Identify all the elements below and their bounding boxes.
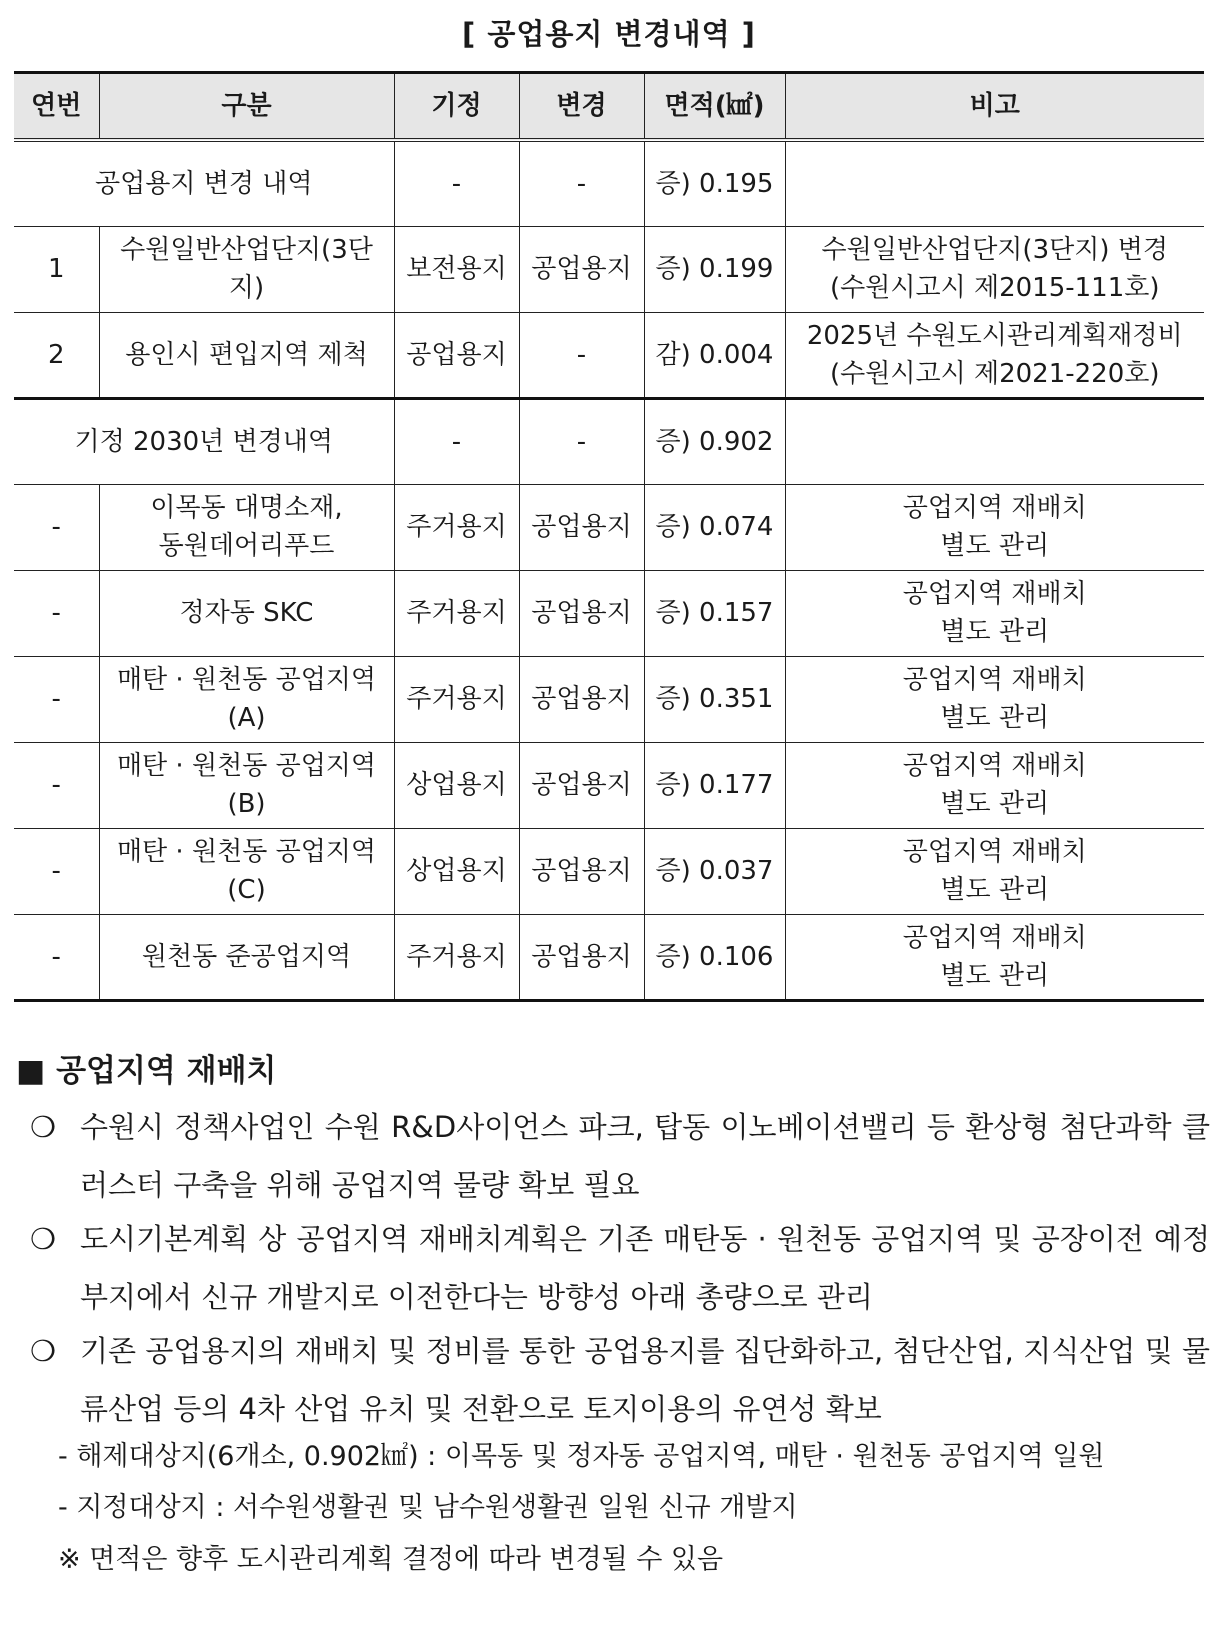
note-line: 공업지역 재배치 [902,922,1087,953]
row-area: 증) 0.037 [644,828,785,914]
row-category: 원천동 준공업지역 [99,914,394,1000]
note-line: 별도 관리 [940,703,1050,733]
row-changed: 공업용지 [519,742,644,828]
row-changed: 공업용지 [519,484,644,570]
table-row [14,742,1204,828]
row-no: - [14,484,99,570]
row-changed: 공업용지 [519,914,644,1000]
table-header-row [14,73,1204,141]
row-existing: 주거용지 [394,914,519,1000]
paragraph-text: 도시기본계획 상 공업지역 재배치계획은 기존 매탄동 · 원천동 공업지역 및 공장이전 예정부지에서 신규 개발지로 이전한다는 방향성 아래 총량으로 관리 [80,1222,1210,1314]
section-heading [16,1045,277,1090]
row-changed: 공업용지 [519,570,644,656]
note-line: ※ 면적은 향후 도시관리계획 결정에 따라 변경될 수 있음 [58,1544,724,1575]
note-line: 공업지역 재배치 [902,837,1087,867]
row-no: - [14,570,99,656]
detail-line: - 해제대상지(6개소, 0.902㎢) : 이목동 및 정자동 공업지역, 매탄 · 원천동 공업지역 일원 [58,1441,1105,1472]
note-line: (수원시고시 제2021-220호) [829,358,1160,389]
header-area: 면적(㎢) [644,73,785,141]
row-existing: 주거용지 [394,484,519,570]
row-no: 2 [14,312,99,398]
row-note [785,484,1204,570]
header-changed: 변경 [519,73,644,141]
category-line: 동원데어리푸드 [158,531,335,561]
note-line: 공업지역 재배치 [902,665,1087,695]
row-category: 용인시 편입지역 제척 [99,312,394,398]
row-area: 증) 0.157 [644,570,785,656]
table-row [14,570,1204,656]
note-line: 수원일반산업단지(3단지) 변경 [821,235,1168,265]
row-changed: 공업용지 [519,226,644,312]
industrial-land-change-table [14,71,1204,1002]
row-category: 정자동 SKC [99,570,394,656]
header-existing: 기정 [394,73,519,141]
row-area: 증) 0.074 [644,484,785,570]
summary-note [785,398,1204,484]
row-no: - [14,828,99,914]
row-existing: 주거용지 [394,570,519,656]
table-row [14,226,1204,312]
row-area: 증) 0.177 [644,742,785,828]
row-no: 1 [14,226,99,312]
row-note [785,226,1204,312]
note-line: 2025년 수원도시관리계획재정비 [806,320,1183,351]
row-category: 매탄 · 원천동 공업지역(B) [99,742,394,828]
row-area: 증) 0.199 [644,226,785,312]
row-area: 증) 0.351 [644,656,785,742]
row-note [785,742,1204,828]
row-note [785,828,1204,914]
table-row [14,828,1204,914]
row-note [785,914,1204,1000]
row-changed: - [519,312,644,398]
row-no: - [14,656,99,742]
row-no: - [14,742,99,828]
row-changed: 공업용지 [519,656,644,742]
paragraph [30,1098,1210,1214]
note-line: 공업지역 재배치 [902,493,1087,523]
row-area: 감) 0.004 [644,312,785,398]
summary-area: 증) 0.195 [644,140,785,226]
row-changed: 공업용지 [519,828,644,914]
note-line: 별도 관리 [940,531,1050,561]
note-line: (수원시고시 제2015-111호) [829,273,1160,303]
circle-bullet-icon: ❍ [30,1334,56,1368]
paragraph [30,1210,1210,1326]
detail-line: - 지정대상지 : 서수원생활권 및 남수원생활권 일원 신규 개발지 [58,1492,798,1523]
summary-row [14,140,1204,226]
note-line: 별도 관리 [940,617,1050,647]
row-note [785,312,1204,398]
circle-bullet-icon: ❍ [30,1110,56,1144]
table-row [14,656,1204,742]
summary-label: 기정 2030년 변경내역 [14,398,394,484]
row-category [99,484,394,570]
row-category: 수원일반산업단지(3단지) [99,226,394,312]
row-area: 증) 0.106 [644,914,785,1000]
summary-row [14,398,1204,484]
header-category: 구분 [99,73,394,141]
paragraph-text: 수원시 정책사업인 수원 R&D사이언스 파크, 탑동 이노베이션밸리 등 환상형 첨단과학 클러스터 구축을 위해 공업지역 물량 확보 필요 [80,1110,1210,1202]
table-row [14,484,1204,570]
note-line: 별도 관리 [940,960,1050,991]
row-existing: 상업용지 [394,828,519,914]
row-existing: 보전용지 [394,226,519,312]
row-category: 매탄 · 원천동 공업지역(C) [99,828,394,914]
summary-existing: - [394,398,519,484]
circle-bullet-icon: ❍ [30,1222,56,1256]
table-row [14,914,1204,1000]
row-note [785,570,1204,656]
header-no: 연번 [14,73,99,141]
square-bullet-icon: ■ [16,1053,46,1089]
table-title: [ 공업용지 변경내역 ] [462,17,756,51]
summary-area: 증) 0.902 [644,398,785,484]
row-note [785,656,1204,742]
table-row [14,312,1204,398]
header-note: 비고 [785,73,1204,141]
category-line: 이목동 대명소재, [150,493,343,523]
summary-changed: - [519,398,644,484]
note-line: 별도 관리 [940,875,1050,905]
summary-existing: - [394,140,519,226]
note-line: 별도 관리 [940,789,1050,819]
row-category: 매탄 · 원천동 공업지역(A) [99,656,394,742]
summary-note [785,140,1204,226]
note-line: 공업지역 재배치 [902,751,1087,781]
paragraph [30,1322,1210,1438]
row-existing: 공업용지 [394,312,519,398]
summary-changed: - [519,140,644,226]
row-existing: 상업용지 [394,742,519,828]
row-existing: 주거용지 [394,656,519,742]
row-no: - [14,914,99,1000]
paragraph-text: 기존 공업용지의 재배치 및 정비를 통한 공업용지를 집단화하고, 첨단산업, 지식산업 및 물류산업 등의 4차 산업 유치 및 전환으로 토지이용의 유연성 확보 [80,1334,1210,1426]
note-line: 공업지역 재배치 [902,579,1087,609]
summary-label: 공업용지 변경 내역 [14,140,394,226]
section-title: 공업지역 재배치 [56,1053,277,1089]
